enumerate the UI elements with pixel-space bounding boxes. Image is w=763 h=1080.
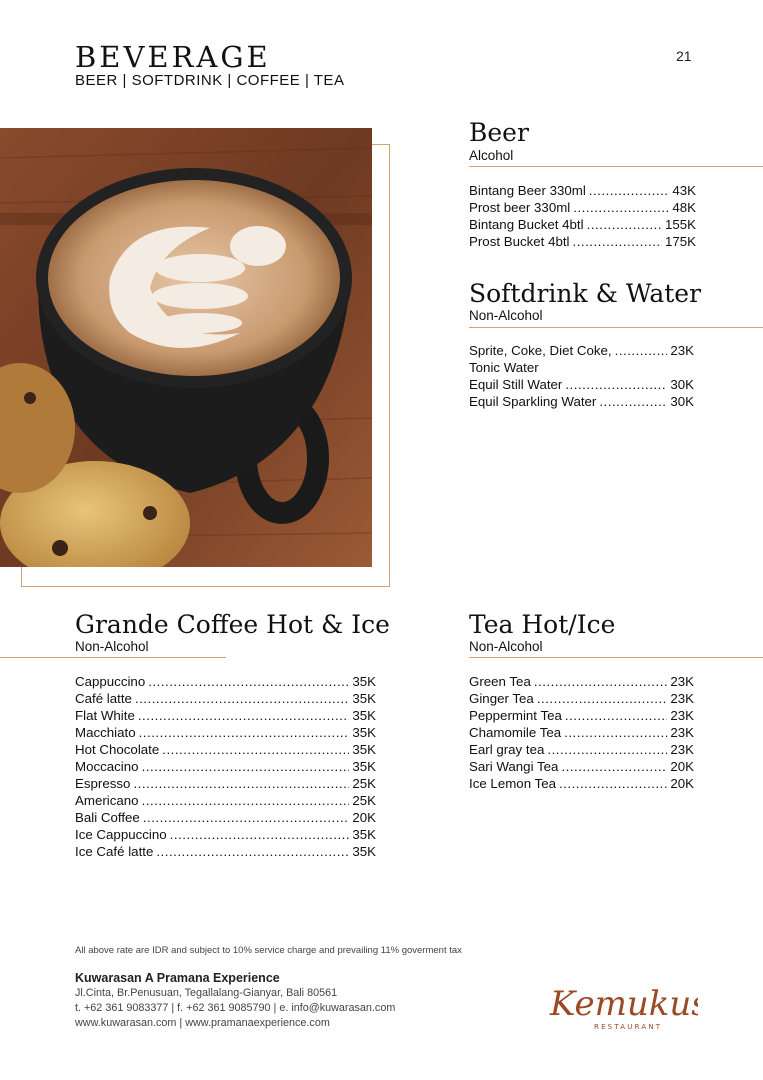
- softdrink-title: Softdrink & Water: [469, 279, 702, 308]
- menu-item: Flat White ..... 35K: [75, 707, 376, 724]
- tax-note: All above rate are IDR and subject to 10% service charge and prevailing 11% goverment tax: [75, 945, 462, 956]
- menu-item: Ginger Tea ..... 23K: [469, 690, 694, 707]
- restaurant-logo: [548, 985, 698, 1033]
- page-number: 21: [676, 48, 692, 64]
- beer-title: Beer: [469, 118, 529, 147]
- menu-item: Americano ..... 25K: [75, 792, 376, 809]
- beer-list: [469, 182, 696, 250]
- softdrink-subtitle: Non-Alcohol: [469, 308, 543, 323]
- menu-item: Ice Cappuccino ..... 35K: [75, 826, 376, 843]
- tea-divider: [469, 657, 763, 658]
- menu-item: Chamomile Tea ..... 23K: [469, 724, 694, 741]
- beer-divider: [469, 166, 763, 167]
- menu-item: Equil Still Water ..... 30K: [469, 376, 694, 393]
- coffee-divider: [0, 657, 226, 658]
- company-address: Jl.Cinta, Br.Penusuan, Tegallalang-Gianyar, Bali 80561: [75, 987, 338, 999]
- menu-item: Green Tea ..... 23K: [469, 673, 694, 690]
- menu-item: Sari Wangi Tea ..... 20K: [469, 758, 694, 775]
- menu-item: Ice Lemon Tea ..... 20K: [469, 775, 694, 792]
- tea-list: [469, 673, 694, 792]
- menu-item: Bintang Beer 330ml ..... 43K: [469, 182, 696, 199]
- menu-item: Bintang Bucket 4btl ..... 155K: [469, 216, 696, 233]
- tea-subtitle: Non-Alcohol: [469, 639, 543, 654]
- coffee-subtitle: Non-Alcohol: [75, 639, 149, 654]
- menu-item: Earl gray tea ..... 23K: [469, 741, 694, 758]
- company-websites: www.kuwarasan.com | www.pramanaexperience.com: [75, 1017, 330, 1029]
- menu-item: Prost beer 330ml ..... 48K: [469, 199, 696, 216]
- logo-tagline: RESTAURANT: [594, 1023, 663, 1031]
- company-contact: t. +62 361 9083377 | f. +62 361 9085790 | e. info@kuwarasan.com: [75, 1002, 396, 1014]
- menu-item: Bali Coffee ..... 20K: [75, 809, 376, 826]
- menu-item: Prost Bucket 4btl ..... 175K: [469, 233, 696, 250]
- company-name: Kuwarasan A Pramana Experience: [75, 971, 280, 985]
- coffee-list: [75, 673, 376, 860]
- menu-item: Equil Sparkling Water ..... 30K: [469, 393, 694, 410]
- logo-name: Kemukus: [550, 985, 698, 1024]
- menu-item: Ice Café latte ..... 35K: [75, 843, 376, 860]
- menu-item: Peppermint Tea ..... 23K: [469, 707, 694, 724]
- coffee-title: Grande Coffee Hot & Ice: [75, 610, 390, 639]
- menu-item: Cappuccino ..... 35K: [75, 673, 376, 690]
- softdrink-divider: [469, 327, 763, 328]
- menu-item: Sprite, Coke, Diet Coke, ..... 23K: [469, 342, 694, 359]
- beer-subtitle: Alcohol: [469, 148, 514, 163]
- menu-item: Café latte ..... 35K: [75, 690, 376, 707]
- menu-item: Hot Chocolate ..... 35K: [75, 741, 376, 758]
- page-subtitle: BEER | SOFTDRINK | COFFEE | TEA: [75, 72, 345, 89]
- menu-item: Espresso ..... 25K: [75, 775, 376, 792]
- menu-item: Macchiato ..... 35K: [75, 724, 376, 741]
- coffee-photo: [0, 128, 372, 567]
- softdrink-list: [469, 342, 694, 410]
- tea-title: Tea Hot/Ice: [469, 610, 616, 639]
- menu-item-continuation: Tonic Water: [469, 360, 539, 375]
- page-title: BEVERAGE: [75, 40, 271, 74]
- menu-item: Moccacino ..... 35K: [75, 758, 376, 775]
